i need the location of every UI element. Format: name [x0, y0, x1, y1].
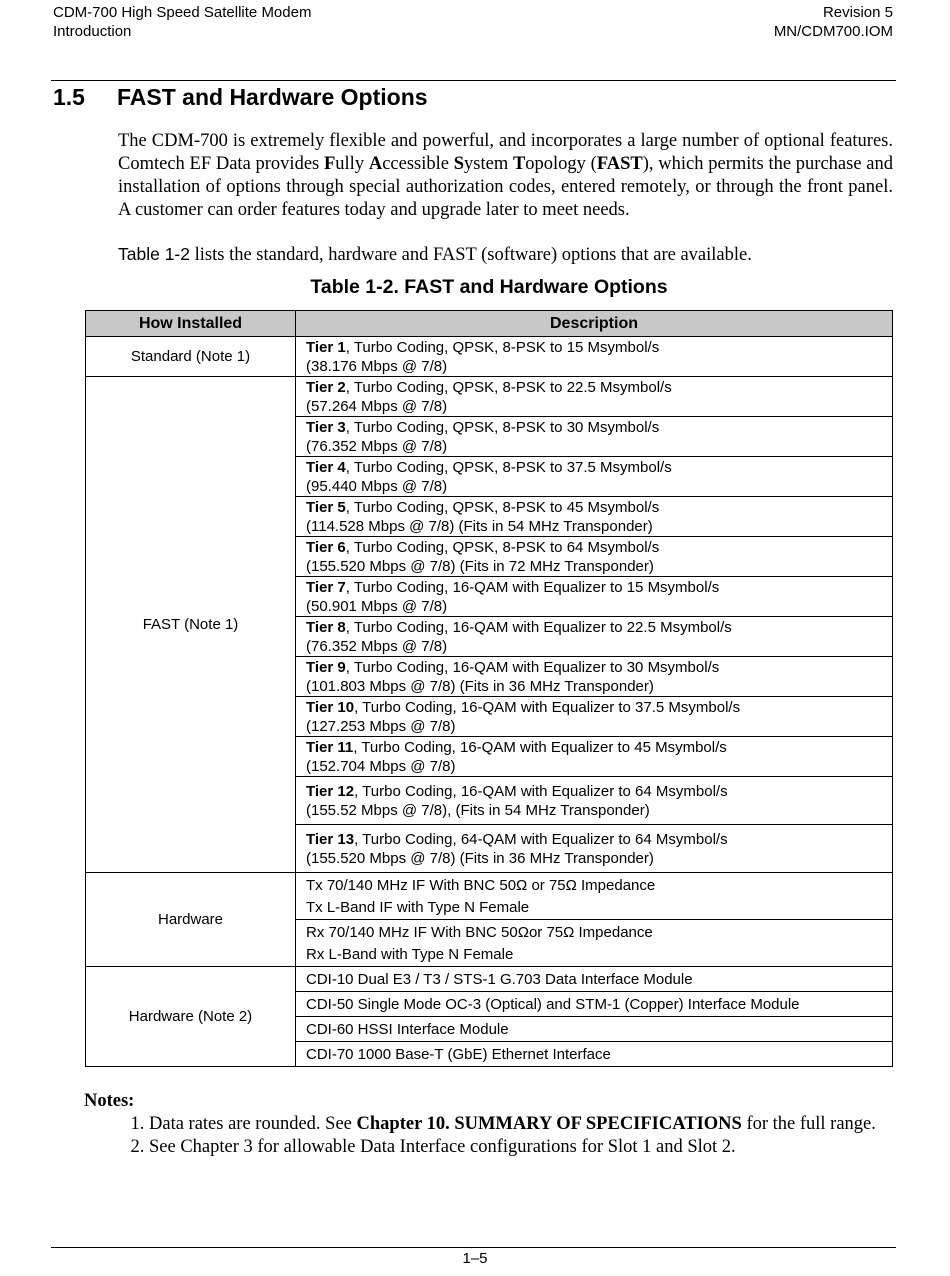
tier-name: Tier 7 — [306, 579, 346, 596]
fast-word-fully: ully — [335, 154, 369, 174]
tier-rate: (155.520 Mbps @ 7/8) (Fits in 36 MHz Transponder) — [306, 850, 654, 867]
table-reference-paragraph — [118, 243, 893, 267]
tier-cell — [296, 497, 893, 537]
tier-text: , Turbo Coding, 16-QAM with Equalizer to 15 Msymbol/s — [345, 579, 720, 596]
hardware-tx-lband: Tx L-Band IF with Type N Female — [306, 898, 530, 916]
page-number: 1–5 — [462, 1250, 488, 1267]
tier-rate: (50.901 Mbps @ 7/8) — [306, 598, 448, 615]
tier-name: Tier 13 — [306, 831, 355, 848]
tier-cell — [296, 697, 893, 737]
tier-cell — [296, 777, 893, 825]
table-row — [86, 967, 893, 992]
tier-text: , Turbo Coding, QPSK, 8-PSK to 22.5 Msymbol/s — [345, 379, 672, 396]
tier-rate: (155.520 Mbps @ 7/8) (Fits in 72 MHz Transponder) — [306, 558, 654, 575]
tier-name: Tier 3 — [306, 419, 346, 436]
table-reference-text: lists the standard, hardware and FAST (software) options that are available. — [190, 245, 752, 265]
tier-cell — [296, 337, 893, 377]
hardware-cell — [296, 873, 893, 920]
header-product: CDM-700 High Speed Satellite Modem — [53, 4, 312, 21]
tier-rate: (57.264 Mbps @ 7/8) — [306, 398, 448, 415]
tier-rate: (76.352 Mbps @ 7/8) — [306, 438, 448, 455]
section-title: FAST and Hardware Options — [117, 84, 428, 110]
tier-name: Tier 6 — [306, 539, 346, 556]
tier-text: , Turbo Coding, QPSK, 8-PSK to 15 Msymbol/s — [345, 339, 660, 356]
tier-rate: (155.52 Mbps @ 7/8), (Fits in 54 MHz Transponder) — [306, 802, 650, 819]
tier-cell — [296, 825, 893, 873]
tier-name: Tier 2 — [306, 379, 346, 396]
tier-name: Tier 10 — [306, 699, 355, 716]
header-right — [774, 3, 893, 41]
table-row — [86, 377, 893, 417]
tier-text: , Turbo Coding, QPSK, 8-PSK to 64 Msymbol/s — [345, 539, 660, 556]
fast-word-topology: opology ( — [525, 154, 597, 174]
tier-cell — [296, 577, 893, 617]
fast-letter-f: F — [323, 154, 336, 174]
tier-text: , Turbo Coding, QPSK, 8-PSK to 45 Msymbol/s — [345, 499, 660, 516]
intro-text-end: ), which permits the purchase and installation of options through special authorization codes, entered remotely, or through the front panel. A customer can order features today and upgrade later to meet needs. — [118, 154, 894, 220]
tier-name: Tier 5 — [306, 499, 346, 516]
how-installed-standard: Standard (Note 1) — [86, 337, 296, 377]
tier-cell — [296, 657, 893, 697]
tier-rate: (114.528 Mbps @ 7/8) (Fits in 54 MHz Transponder) — [306, 518, 653, 535]
how-installed-fast: FAST (Note 1) — [86, 377, 296, 873]
tier-rate: (101.803 Mbps @ 7/8) (Fits in 36 MHz Transponder) — [306, 678, 654, 695]
header-rule — [51, 80, 896, 81]
tier-text: , Turbo Coding, QPSK, 8-PSK to 30 Msymbol/s — [345, 419, 660, 436]
tier-cell — [296, 737, 893, 777]
column-header-how-installed: How Installed — [86, 311, 296, 337]
section-heading — [53, 84, 428, 111]
hardware-cell — [296, 920, 893, 967]
hardware-rx-lband: Rx L-Band with Type N Female — [306, 945, 514, 963]
tier-cell — [296, 417, 893, 457]
hardware-rx-if: Rx 70/140 MHz IF With BNC 50Ωor 75Ω Impedance — [306, 923, 653, 941]
tier-name: Tier 1 — [306, 339, 346, 356]
tier-rate: (152.704 Mbps @ 7/8) — [306, 758, 456, 775]
header-revision: Revision 5 — [822, 4, 893, 21]
notes-list — [84, 1113, 894, 1159]
section-number: 1.5 — [53, 84, 85, 110]
fast-word-accessible: ccessible — [382, 154, 454, 174]
header-chapter: Introduction — [53, 23, 132, 40]
tier-name: Tier 9 — [306, 659, 346, 676]
tier-name: Tier 4 — [306, 459, 346, 476]
tier-rate: (38.176 Mbps @ 7/8) — [306, 358, 448, 375]
tier-name: Tier 12 — [306, 783, 355, 800]
note-chapter-reference: Chapter 10. SUMMARY OF SPECIFICATIONS — [356, 1114, 742, 1134]
fast-word-system: ystem — [464, 154, 513, 174]
intro-paragraph — [118, 130, 893, 222]
interface-module-cell: CDI-50 Single Mode OC-3 (Optical) and STM-1 (Copper) Interface Module — [296, 992, 893, 1017]
interface-module-cell: CDI-60 HSSI Interface Module — [296, 1017, 893, 1042]
fast-acronym: FAST — [596, 154, 643, 174]
tier-cell — [296, 457, 893, 497]
tier-cell — [296, 617, 893, 657]
fast-letter-t: T — [512, 154, 526, 174]
tier-cell — [296, 377, 893, 417]
tier-text: , Turbo Coding, 16-QAM with Equalizer to 30 Msymbol/s — [345, 659, 720, 676]
note-item — [149, 1113, 894, 1136]
intro-text: The CDM-700 is extremely flexible and powerful, and incorporates a large number of optional features. Comtech EF Data provides — [118, 131, 893, 174]
note-text-end: for the full range. — [741, 1114, 876, 1134]
tier-rate: (76.352 Mbps @ 7/8) — [306, 638, 448, 655]
tier-rate: (127.253 Mbps @ 7/8) — [306, 718, 456, 735]
table-row — [86, 337, 893, 377]
tier-text: , Turbo Coding, 16-QAM with Equalizer to 64 Msymbol/s — [354, 783, 728, 800]
fast-letter-a: A — [368, 154, 383, 174]
tier-text: , Turbo Coding, 16-QAM with Equalizer to 45 Msymbol/s — [353, 739, 727, 756]
tier-text: , Turbo Coding, 64-QAM with Equalizer to 64 Msymbol/s — [354, 831, 728, 848]
table-title: Table 1-2. FAST and Hardware Options — [310, 276, 668, 298]
tier-name: Tier 8 — [306, 619, 346, 636]
options-table — [85, 310, 893, 1067]
header-left — [53, 3, 311, 41]
table-header-row — [86, 311, 893, 337]
note-text: Data rates are rounded. See — [149, 1114, 357, 1134]
note-item: 2. See Chapter 3 for allowable Data Interface configurations for Slot 1 and Slot 2. — [149, 1136, 894, 1159]
footer-rule — [51, 1247, 896, 1248]
notes-section — [84, 1090, 894, 1159]
fast-letter-s: S — [453, 154, 465, 174]
how-installed-hardware: Hardware — [86, 873, 296, 967]
tier-rate: (95.440 Mbps @ 7/8) — [306, 478, 448, 495]
tier-text: , Turbo Coding, 16-QAM with Equalizer to 37.5 Msymbol/s — [354, 699, 741, 716]
interface-module-cell: CDI-70 1000 Base-T (GbE) Ethernet Interface — [296, 1042, 893, 1067]
tier-cell — [296, 537, 893, 577]
interface-module-cell: CDI-10 Dual E3 / T3 / STS-1 G.703 Data Interface Module — [296, 967, 893, 992]
tier-text: , Turbo Coding, QPSK, 8-PSK to 37.5 Msymbol/s — [345, 459, 672, 476]
notes-title: Notes: — [84, 1091, 135, 1111]
tier-name: Tier 11 — [306, 739, 354, 756]
hardware-tx-if: Tx 70/140 MHz IF With BNC 50Ω or 75Ω Impedance — [306, 876, 656, 894]
table-row — [86, 873, 893, 920]
table-reference-link[interactable]: Table 1-2 — [118, 244, 190, 264]
tier-text: , Turbo Coding, 16-QAM with Equalizer to 22.5 Msymbol/s — [345, 619, 732, 636]
how-installed-hardware-note2: Hardware (Note 2) — [86, 967, 296, 1067]
header-doc-number: MN/CDM700.IOM — [773, 23, 893, 40]
column-header-description: Description — [296, 311, 893, 337]
